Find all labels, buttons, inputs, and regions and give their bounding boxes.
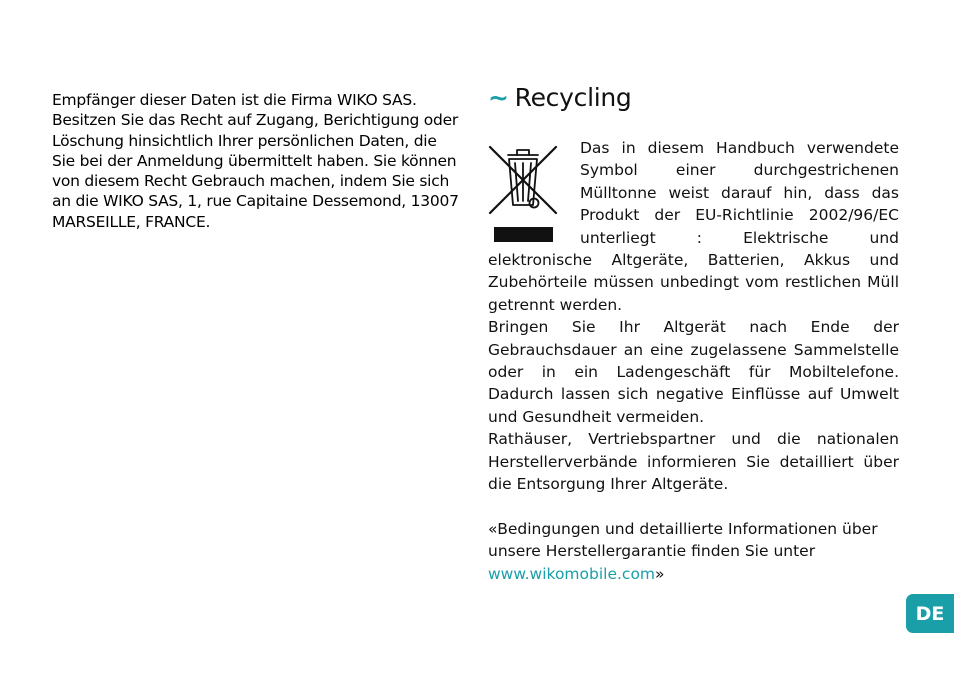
recycling-paragraph-1: Das in diesem Handbuch verwendete Symbol einer durchgestrichenen Mülltonne weist darauf hin, dass das Produkt der EU-Richtlinie 2002/96/EC unterliegt : Elektrische und elektronische Altgeräte, Batterien, Akkus und Zubehörteile müssen unbedingt vom restlichen Müll getrennt werden. [488,139,899,314]
language-badge: DE [906,594,954,633]
paragraph-spacer [488,496,899,518]
warranty-text: «Bedingungen und detaillierte Informationen über unsere Herstellergarantie finden Sie unter [488,519,878,561]
crossed-out-wheelie-bin-icon [488,139,558,247]
recycling-section [488,137,899,585]
recycling-paragraph-2: Bringen Sie Ihr Altgerät nach Ende der Gebrauchsdauer an eine zugelassene Sammelstelle oder in ein Ladengeschäft für Mobiltelefone. Dadurch lassen sich negative Einflüsse auf Umwelt und Gesundheit vermeiden. [488,318,899,426]
recycling-paragraph-3: Rathäuser, Vertriebspartner und die nationalen Herstellerverbände informieren Sie detailliert über die Entsorgung Ihrer Altgeräte. [488,430,899,494]
data-privacy-text: Empfänger dieser Daten ist die Firma WIKO SAS. Besitzen Sie das Recht auf Zugang, Berichtigung oder Löschung hinsichtlich Ihrer persönlichen Daten, die Sie bei der Anmeldung übermittelt haben. Sie können von diesem Recht Gebrauch machen, indem Sie sich an die WIKO SAS, 1, rue Capitaine Dessemond, 13007 MARSEILLE, FRANCE. [52,91,459,231]
section-title: Recycling [514,83,632,112]
wikomobile-link[interactable]: www.wikomobile.com [488,564,656,583]
section-heading [488,82,631,114]
warranty-paragraph [488,518,899,585]
heading-tilde: ~ [488,83,509,112]
closing-quote: » [655,564,665,583]
